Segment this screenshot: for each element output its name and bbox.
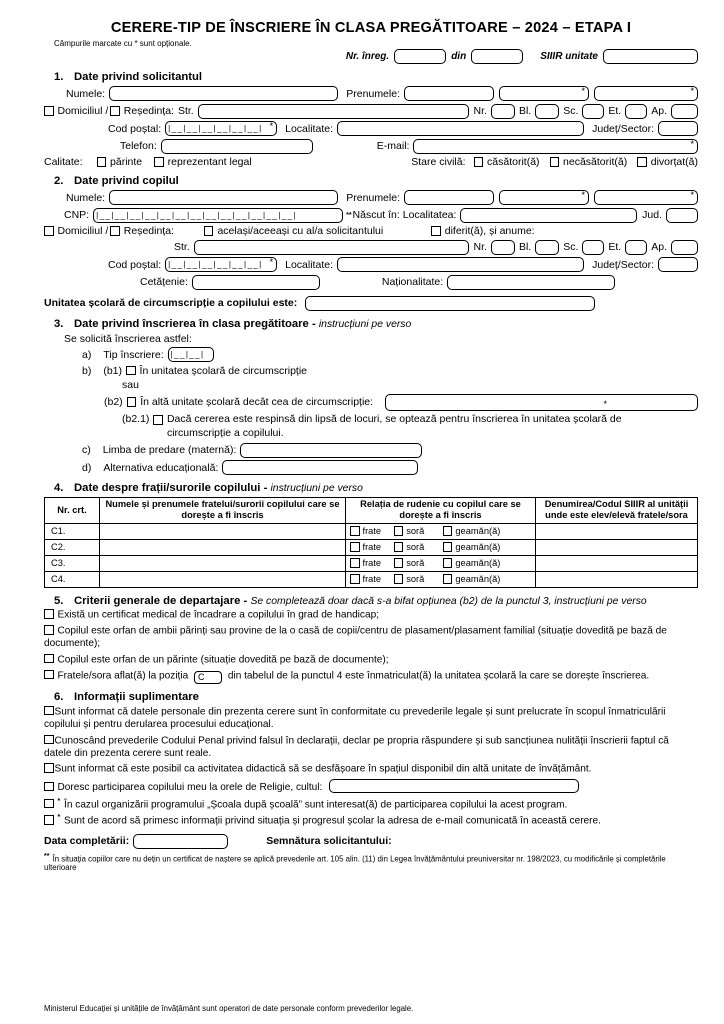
geaman-label: geamăn(ă)	[455, 526, 501, 537]
sibling2-siiir-cell[interactable]	[536, 539, 698, 555]
nascut-localitate-input[interactable]	[460, 208, 637, 223]
reprezentant-label: reprezentant legal	[167, 156, 252, 168]
copil-domiciliul-label: Domiciliul /	[57, 225, 109, 237]
item-b-label: b)	[82, 364, 92, 377]
b21-label: (b2.1)	[122, 413, 150, 425]
cod-postal-cells: |__|__|__|__|__|__|	[168, 260, 263, 269]
sibling1-siiir-cell[interactable]	[536, 523, 698, 539]
solicitant-prenume1-input[interactable]	[404, 86, 494, 101]
solicitant-cod-postal-input[interactable]	[165, 121, 277, 136]
s3-intro: Se solicită înscrierea astfel:	[64, 332, 192, 345]
copil-nr-input[interactable]	[491, 240, 515, 255]
casatorit-label: căsătorit(ă)	[487, 156, 540, 168]
copil-domiciliul-checkbox[interactable]	[44, 226, 54, 236]
cnp-label: CNP:	[64, 209, 90, 221]
col-relatie: Relația de rudenie cu copilul care se dorește a fi înscris	[346, 498, 536, 523]
b21-checkbox[interactable]	[153, 415, 163, 425]
copil-localitate-input[interactable]	[337, 257, 584, 272]
calitate-group	[44, 156, 256, 168]
b2-label: (b2)	[104, 396, 123, 408]
b2-unitate-input[interactable]	[385, 394, 698, 411]
criteriu-1-text: Există un certificat medical de încadrare a copilului în grad de handicap;	[57, 609, 380, 621]
solicitant-ap-label: Ap.	[651, 105, 667, 117]
optional-star: *	[57, 814, 61, 822]
copil-address-type-row	[44, 225, 698, 237]
section3-title: Date privind înscrierea în clasa pregătitoare -	[74, 317, 316, 330]
limba-predare-input[interactable]	[240, 443, 422, 458]
section6-number: 6.	[54, 691, 64, 704]
frate-checkbox[interactable]	[350, 542, 360, 552]
geaman-checkbox[interactable]	[443, 574, 453, 584]
solicitant-judet-label: Județ/Sector:	[592, 122, 654, 135]
sora-label: soră	[406, 542, 425, 553]
b21-text: Dacă cererea este respinsă din lipsă de locuri, se optează pentru înscrierea în unitatea școlară de circumscripție a copilului.	[166, 413, 622, 439]
section5-heading	[54, 595, 698, 607]
siblings-header-row	[45, 498, 698, 523]
optional-star: *	[581, 190, 585, 200]
frate-checkbox[interactable]	[350, 558, 360, 568]
solicitant-nume-input[interactable]	[109, 86, 338, 101]
solicitant-domiciliul-checkbox[interactable]	[44, 106, 54, 116]
sds-checkbox[interactable]	[44, 799, 54, 809]
solicitant-numele-label: Numele:	[66, 87, 106, 100]
criteriu-3	[44, 654, 698, 667]
religie-checkbox[interactable]	[44, 782, 54, 792]
copil-resedinta-checkbox[interactable]	[110, 226, 120, 236]
unitate-circumscriptie-label: Unitatea școlară de circumscripție a copilului este:	[44, 297, 298, 309]
solicitant-postal-row	[108, 121, 698, 136]
sibling-row-2	[45, 539, 698, 555]
info-1	[44, 706, 698, 732]
col-siiir: Denumirea/Codul SIIIR al unității unde este elev/elevă fratele/sora	[536, 498, 698, 523]
solicitant-bl-input[interactable]	[535, 104, 559, 119]
optional-star: *	[269, 121, 274, 131]
copil-ap-input[interactable]	[671, 240, 698, 255]
copil-strada-label: Str.	[174, 241, 190, 253]
ministry-footer: Ministerul Educației și unitățile de învățământ sunt operatori de date personale conform prevederilor legale.	[44, 1004, 414, 1013]
section2-title: Date privind copilul	[74, 175, 179, 187]
row-label: C3.	[45, 555, 100, 571]
optional-star: *	[581, 86, 585, 96]
sibling3-name-cell[interactable]	[100, 555, 346, 571]
solicitant-strada-label: Str.	[177, 105, 194, 117]
cetatenie-label: Cetățenie:	[140, 276, 188, 288]
sora-checkbox[interactable]	[394, 542, 404, 552]
tip-inscriere-input[interactable]	[168, 347, 214, 362]
item-d-label: d)	[82, 461, 92, 474]
geaman-label: geamăn(ă)	[455, 558, 501, 569]
info-1-checkbox[interactable]	[44, 706, 54, 716]
cetatenie-input[interactable]	[192, 275, 320, 290]
optional-star: *	[690, 86, 694, 96]
optional-star: *	[690, 138, 694, 149]
section4-note: instrucțiuni pe verso	[270, 483, 363, 495]
limba-row	[82, 443, 698, 458]
section6-title: Informații suplimentare	[74, 691, 199, 704]
solicitant-prenumele-label: Prenumele:	[346, 87, 400, 100]
din-label: din	[451, 51, 467, 62]
b2-text: În altă unitate școlară decât cea de circumscripție:	[140, 396, 374, 408]
copil-localitate-label: Localitate:	[285, 258, 333, 271]
copil-et-input[interactable]	[625, 240, 647, 255]
birth-certificate-footnote	[44, 853, 698, 873]
sibling4-siiir-cell[interactable]	[536, 571, 698, 587]
criteriu-4-text-pre: Fratele/sora aflat(ă) la poziția	[57, 670, 189, 682]
section1-title: Date privind solicitantul	[74, 71, 203, 83]
section4-number: 4.	[54, 482, 64, 495]
section4-heading	[54, 482, 698, 494]
section2-heading	[54, 175, 698, 187]
copil-sc-input[interactable]	[582, 240, 604, 255]
sibling2-relation-cell	[346, 539, 536, 555]
optional-star: *	[269, 257, 274, 267]
b1-text: În unitatea școlară de circumscripție	[139, 364, 308, 377]
solicitant-telefon-input[interactable]	[161, 139, 313, 154]
pozitie-frate-value: C	[198, 672, 205, 683]
frate-checkbox[interactable]	[350, 526, 360, 536]
solicitant-cod-postal-label: Cod poștal:	[108, 122, 162, 135]
tip-inscriere-row	[82, 347, 698, 362]
adresa-diferit-label: diferit(ă), și anume:	[444, 225, 535, 237]
info-2	[44, 735, 698, 761]
section4-title: Date despre frații/surorile copilului -	[74, 482, 268, 495]
sora-label: soră	[406, 526, 425, 537]
sora-checkbox[interactable]	[394, 574, 404, 584]
solicitant-name-row	[66, 86, 698, 101]
solicitant-sc-input[interactable]	[582, 104, 604, 119]
solicitant-resedinta-label: Reședința:	[123, 105, 174, 117]
solicitant-address-row	[44, 104, 698, 119]
copil-et-label: Et.	[608, 241, 622, 253]
sora-label: soră	[406, 574, 425, 585]
tip-inscriere-label: Tip înscriere:	[103, 348, 164, 361]
copil-prenume3-input[interactable]	[594, 190, 698, 205]
info-religie	[44, 779, 698, 795]
solicitant-contact-row	[120, 139, 698, 154]
solicitant-sc-label: Sc.	[563, 105, 579, 117]
col-nr-crt: Nr. crt.	[45, 498, 100, 523]
info-3	[44, 763, 698, 776]
info-acord-email	[44, 814, 698, 828]
frate-label: frate	[362, 558, 382, 569]
stare-necasatorit-checkbox[interactable]	[550, 157, 560, 167]
jud-input[interactable]	[666, 208, 698, 223]
optional-star: *	[603, 398, 607, 409]
solicitant-localitate-input[interactable]	[337, 121, 584, 136]
info-scoala-dupa-scoala	[44, 798, 698, 812]
section2-number: 2.	[54, 175, 64, 187]
cetatenie-row	[140, 275, 698, 290]
calitate-reprezentant-checkbox[interactable]	[154, 157, 164, 167]
item-a-label: a)	[82, 348, 92, 361]
adresa-acelasi-checkbox[interactable]	[204, 226, 214, 236]
copil-ap-label: Ap.	[651, 241, 667, 253]
religie-text: Doresc participarea copilului meu la orele de Religie, cultul:	[57, 782, 323, 794]
sau-label: sau	[122, 379, 139, 391]
pozitie-frate-input[interactable]	[194, 671, 222, 684]
criteriu-4	[44, 670, 698, 685]
cnp-cells: |__|__|__|__|__|__|__|__|__|__|__|__|__|	[96, 210, 297, 220]
necasatorit-label: necăsătorit(ă)	[563, 156, 628, 168]
solicitant-bl-label: Bl.	[518, 105, 532, 117]
optional-star: *	[57, 797, 61, 805]
section5-number: 5.	[54, 594, 64, 607]
sibling-row-1	[45, 523, 698, 539]
cnp-row	[64, 208, 698, 223]
frate-checkbox[interactable]	[350, 574, 360, 584]
section5-title: Criterii generale de departajare -	[74, 594, 248, 607]
section1-heading	[54, 71, 698, 83]
solicitant-nr-input[interactable]	[491, 104, 515, 119]
b1-label: (b1)	[103, 364, 123, 377]
siiir-unitate-input[interactable]	[603, 49, 698, 64]
section3-number: 3.	[54, 317, 64, 330]
solicitant-localitate-label: Localitate:	[285, 122, 333, 135]
sora-checkbox[interactable]	[394, 558, 404, 568]
criteriu-3-checkbox[interactable]	[44, 654, 54, 664]
cnp-input[interactable]	[93, 208, 343, 223]
solicitant-prenume2-input[interactable]	[499, 86, 589, 101]
footnote-marker: **	[44, 852, 50, 860]
section6-heading	[54, 691, 698, 703]
row-label: C4.	[45, 571, 100, 587]
cod-postal-cells: |__|__|__|__|__|__|	[168, 124, 263, 133]
copil-sc-label: Sc.	[563, 241, 579, 253]
b2-row	[104, 394, 698, 411]
copil-prenumele-label: Prenumele:	[346, 191, 400, 204]
section3-heading	[54, 318, 698, 330]
copil-prenume2-input[interactable]	[499, 190, 589, 205]
telefon-label: Telefon:	[120, 140, 157, 152]
criteriu-1-checkbox[interactable]	[44, 609, 54, 619]
nr-inreg-label: Nr. înreg.	[345, 51, 390, 62]
calitate-label: Calitate:	[44, 156, 83, 168]
criteriu-4-checkbox[interactable]	[44, 670, 54, 680]
copil-bl-input[interactable]	[535, 240, 559, 255]
section3-note: instrucțiuni pe verso	[318, 318, 412, 330]
b1-checkbox[interactable]	[126, 366, 136, 376]
alternativa-educationala-input[interactable]	[222, 460, 418, 475]
adresa-diferit-checkbox[interactable]	[431, 226, 441, 236]
sds-text: În cazul organizării programului „Școala după școală” sunt interesat(ă) de participarea copilului la acest program.	[64, 799, 568, 811]
acord-email-text: Sunt de acord să primesc informații privind situația și progresul școlar la adresa de e-mail comunicată în această cerere.	[64, 815, 601, 827]
solicitant-judet-input[interactable]	[658, 121, 698, 136]
sibling4-name-cell[interactable]	[100, 571, 346, 587]
copil-numele-label: Numele:	[66, 191, 106, 204]
section1-number: 1.	[54, 71, 64, 83]
copil-resedinta-label: Reședința:	[123, 225, 174, 237]
data-completarii-input[interactable]	[133, 834, 228, 849]
nationalitate-label: Naționalitate:	[381, 276, 444, 288]
registration-row	[44, 49, 698, 64]
solicitant-et-label: Et.	[608, 105, 622, 117]
unitate-circumscriptie-input[interactable]	[305, 296, 595, 311]
sora-label: soră	[406, 558, 425, 569]
geaman-checkbox[interactable]	[443, 542, 453, 552]
copil-bl-label: Bl.	[518, 241, 532, 253]
acord-email-checkbox[interactable]	[44, 815, 54, 825]
copil-judet-input[interactable]	[658, 257, 698, 272]
sibling1-name-cell[interactable]	[100, 523, 346, 539]
email-label: E-mail:	[376, 140, 410, 152]
religie-cult-input[interactable]	[329, 779, 579, 793]
data-completarii-label: Data completării:	[44, 835, 130, 848]
solicitant-ap-input[interactable]	[671, 104, 698, 119]
calitate-row	[44, 156, 698, 168]
criteriu-2-checkbox[interactable]	[44, 625, 54, 635]
form-title: CERERE-TIP DE ÎNSCRIERE ÎN CLASA PREGĂTITOARE – 2024 – ETAPA I	[110, 20, 632, 36]
solicitant-nr-label: Nr.	[473, 105, 487, 117]
section5-note: Se completează doar dacă s-a bifat opțiunea (b2) de la punctul 3, instrucțiuni pe verso	[250, 595, 647, 607]
info-3-checkbox[interactable]	[44, 763, 54, 773]
copil-prenume1-input[interactable]	[404, 190, 494, 205]
nascut-label: Născut în: Localitatea:	[352, 209, 457, 221]
copil-street-row	[174, 240, 698, 255]
sibling3-siiir-cell[interactable]	[536, 555, 698, 571]
criteriu-3-text: Copilul este orfan de un părinte (situație dovedită pe bază de documente);	[57, 654, 389, 666]
copil-nume-input[interactable]	[109, 190, 338, 205]
copil-judet-label: Județ/Sector:	[592, 258, 654, 271]
frate-label: frate	[362, 574, 382, 585]
alternativa-label: Alternativa educațională:	[103, 461, 219, 474]
nr-inreg-input[interactable]	[394, 49, 446, 64]
row-label: C1.	[45, 523, 100, 539]
copil-nr-label: Nr.	[473, 241, 487, 253]
tip-inscriere-cells: |__|__|	[170, 350, 205, 359]
adresa-acelasi-label: același/aceeași cu al/a solicitantului	[217, 225, 384, 237]
b1-row	[82, 365, 698, 377]
stare-casatorit-checkbox[interactable]	[474, 157, 484, 167]
stare-civila-group	[411, 156, 698, 168]
col-nume-frate: Numele și prenumele fratelui/surorii copilului care se dorește a fi înscris	[100, 498, 346, 523]
solicitant-prenume3-input[interactable]	[594, 86, 698, 101]
copil-cod-postal-input[interactable]	[165, 257, 277, 272]
optional-star: *	[690, 190, 694, 200]
sibling1-relation-cell	[346, 523, 536, 539]
stare-divortat-checkbox[interactable]	[637, 157, 647, 167]
siiir-unitate-label: SIIIR unitate	[540, 51, 598, 62]
criteriu-2	[44, 625, 698, 651]
signature-row	[44, 834, 698, 849]
sibling-row-4	[45, 571, 698, 587]
geaman-checkbox[interactable]	[443, 526, 453, 536]
solicitant-resedinta-checkbox[interactable]	[110, 106, 120, 116]
frate-label: frate	[362, 526, 382, 537]
sora-checkbox[interactable]	[394, 526, 404, 536]
copil-strada-input[interactable]	[194, 240, 469, 255]
frate-label: frate	[362, 542, 382, 553]
sibling4-relation-cell	[346, 571, 536, 587]
siblings-table	[44, 497, 698, 587]
nationalitate-input[interactable]	[447, 275, 615, 290]
criteriu-4-text-post: din tabelul de la punctul 4 este înmatriculat(ă) la unitatea școlară la care se dorește înscrierea.	[227, 670, 650, 682]
geaman-label: geamăn(ă)	[455, 542, 501, 553]
footnote-text: În situația copiilor care nu dețin un certificat de naștere se aplică prevederile art. 105 alin. (11) din Legea învățământului preuniversitar nr. 198/2023, cu modificările și completările ulterioare	[44, 854, 666, 873]
row-label: C2.	[45, 539, 100, 555]
din-date-input[interactable]	[471, 49, 523, 64]
b2-checkbox[interactable]	[127, 397, 137, 407]
solicitant-email-input[interactable]	[413, 139, 698, 154]
jud-label: Jud.	[642, 209, 662, 221]
footnote-marker: **	[346, 211, 352, 219]
divortat-label: divorțat(ă)	[650, 156, 698, 168]
sibling3-relation-cell	[346, 555, 536, 571]
info-1-text: Sunt informat că datele personale din prezenta cerere sunt în conformitate cu prevederile legale și sunt prelucrate în scopul înmatriculării copilului și pentru derularea procesului educațional.	[44, 706, 666, 731]
geaman-label: geamăn(ă)	[455, 574, 501, 585]
copil-cod-postal-label: Cod poștal:	[108, 258, 162, 271]
info-2-text: Cunoscând prevederile Codului Penal privind falsul în declarații, declar pe propria răspundere și sub sancțiunea nulității înscrierii faptul că datele din prezenta cerere sunt reale.	[44, 735, 669, 759]
optional-fields-note: Câmpurile marcate cu * sunt opționale.	[54, 39, 192, 48]
semnatura-label: Semnătura solicitantului:	[266, 835, 392, 848]
b21-row	[122, 413, 698, 440]
parinte-label: părinte	[110, 156, 143, 168]
copil-postal-row	[108, 257, 698, 272]
info-3-text: Sunt informat că este posibil ca activitatea didactică să se desfășoare în spațiul disponibil din altă unitate de învățământ.	[54, 763, 592, 775]
stare-civila-label: Stare civilă:	[411, 156, 466, 168]
solicitant-domiciliul-label: Domiciliul /	[57, 105, 109, 117]
copil-name-row	[66, 190, 698, 205]
info-2-checkbox[interactable]	[44, 735, 54, 745]
alternativa-row	[82, 460, 698, 475]
geaman-checkbox[interactable]	[443, 558, 453, 568]
limba-predare-label: Limba de predare (maternă):	[102, 444, 237, 457]
unitate-circumscriptie-row	[44, 296, 698, 311]
calitate-parinte-checkbox[interactable]	[97, 157, 107, 167]
criteriu-2-text: Copilul este orfan de ambii părinți sau provine de la o casă de copii/centru de plasament/plasament familial (situație dovedită pe bază de documente);	[44, 625, 667, 650]
sibling2-name-cell[interactable]	[100, 539, 346, 555]
criteriu-1	[44, 609, 698, 622]
item-c-label: c)	[82, 444, 91, 457]
solicitant-et-input[interactable]	[625, 104, 647, 119]
sibling-row-3	[45, 555, 698, 571]
solicitant-strada-input[interactable]	[198, 104, 469, 119]
